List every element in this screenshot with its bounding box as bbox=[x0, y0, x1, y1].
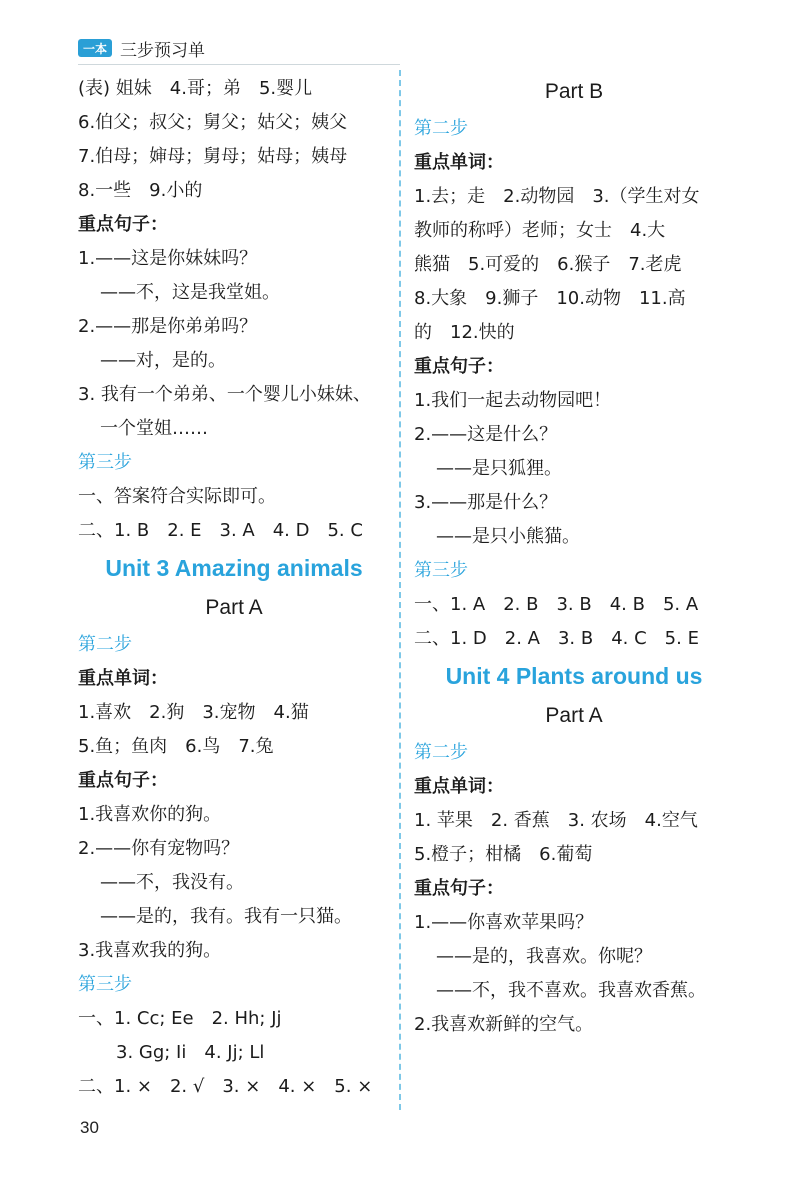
word-line: 的 12.快的 bbox=[414, 322, 515, 343]
answer-line: 一、1. A 2. B 3. B 4. B 5. A bbox=[414, 594, 699, 615]
book-logo: 一本 bbox=[78, 39, 112, 57]
key-sentences-heading: 重点句子： bbox=[414, 878, 504, 899]
word-line: 熊猫 5.可爱的 6.猴子 7.老虎 bbox=[414, 254, 682, 275]
unit-title: Unit 4 Plants around us bbox=[445, 663, 703, 689]
unit-title: Unit 3 Amazing animals bbox=[105, 555, 363, 581]
answer-line: 7.伯母；婶母；舅母；姑母；姨母 bbox=[78, 146, 348, 167]
word-line: 教师的称呼）老师；女士 4.大 bbox=[414, 220, 666, 241]
book-title: 三步预习单 bbox=[120, 40, 205, 61]
sentence-line: 1.——这是你妹妹吗？ bbox=[78, 248, 258, 269]
step-three-heading: 第三步 bbox=[78, 974, 132, 995]
page-number: 30 bbox=[80, 1118, 99, 1137]
answer-line: 二、1. B 2. E 3. A 4. D 5. C bbox=[78, 520, 363, 541]
key-words-heading: 重点单词： bbox=[414, 776, 504, 797]
step-two-heading: 第二步 bbox=[78, 634, 132, 655]
part-title: Part A bbox=[545, 704, 603, 727]
sentence-line: 一个堂姐…… bbox=[100, 418, 208, 439]
word-line: 8.大象 9.狮子 10.动物 11.高 bbox=[414, 288, 686, 309]
page-header bbox=[78, 36, 205, 60]
sentence-line: ——是的，我喜欢。你呢？ bbox=[436, 946, 652, 967]
sentence-line: 3.我喜欢我的狗。 bbox=[78, 940, 222, 961]
sentence-line: 3. 我有一个弟弟、一个婴儿小妹妹、 bbox=[78, 384, 371, 405]
sentence-line: ——是的，我有。我有一只猫。 bbox=[100, 906, 352, 927]
sentence-line: ——对，是的。 bbox=[100, 350, 226, 371]
sentence-line: 2.——这是什么？ bbox=[414, 424, 558, 445]
word-line: 5.橙子；柑橘 6.葡萄 bbox=[414, 844, 593, 865]
left-column bbox=[78, 72, 390, 1104]
step-two-heading: 第二步 bbox=[414, 118, 468, 139]
sentence-line: 1.我们一起去动物园吧！ bbox=[414, 390, 612, 411]
sentence-line: 2.我喜欢新鲜的空气。 bbox=[414, 1014, 594, 1035]
word-line: 1.去；走 2.动物园 3.（学生对女 bbox=[414, 186, 700, 207]
column-divider bbox=[399, 70, 401, 1110]
key-sentences-heading: 重点句子： bbox=[414, 356, 504, 377]
answer-line: 一、答案符合实际即可。 bbox=[78, 486, 276, 507]
step-three-heading: 第三步 bbox=[414, 560, 468, 581]
right-column bbox=[414, 72, 734, 1042]
answer-line: 3. Gg; Ii 4. Jj; Ll bbox=[116, 1042, 265, 1063]
sentence-line: ——不，我没有。 bbox=[100, 872, 244, 893]
word-line: 1. 苹果 2. 香蕉 3. 农场 4.空气 bbox=[414, 810, 698, 831]
answer-line: 一、1. Cc; Ee 2. Hh; Jj bbox=[78, 1008, 282, 1029]
word-line: 5.鱼；鱼肉 6.鸟 7.兔 bbox=[78, 736, 274, 757]
sentence-line: 2.——你有宠物吗？ bbox=[78, 838, 240, 859]
sentence-line: 1.——你喜欢苹果吗？ bbox=[414, 912, 594, 933]
part-title: Part B bbox=[544, 80, 604, 103]
key-sentences-heading: 重点句子： bbox=[78, 770, 168, 791]
sentence-line: ——不，我不喜欢。我喜欢香蕉。 bbox=[436, 980, 706, 1001]
header-rule bbox=[78, 64, 400, 65]
sentence-line: ——不，这是我堂姐。 bbox=[100, 282, 280, 303]
answer-line: 二、1. × 2. √ 3. × 4. × 5. × bbox=[78, 1076, 373, 1097]
answer-line: (表) 姐妹 4.哥；弟 5.婴儿 bbox=[78, 78, 313, 99]
answer-line: 8.一些 9.小的 bbox=[78, 180, 203, 201]
key-sentences-heading: 重点句子： bbox=[78, 214, 168, 235]
sentence-line: ——是只小熊猫。 bbox=[436, 526, 580, 547]
step-two-heading: 第二步 bbox=[414, 742, 468, 763]
step-three-heading: 第三步 bbox=[78, 452, 132, 473]
sentence-line: ——是只狐狸。 bbox=[436, 458, 562, 479]
key-words-heading: 重点单词： bbox=[414, 152, 504, 173]
sentence-line: 1.我喜欢你的狗。 bbox=[78, 804, 222, 825]
answer-line: 二、1. D 2. A 3. B 4. C 5. E bbox=[414, 628, 699, 649]
key-words-heading: 重点单词： bbox=[78, 668, 168, 689]
word-line: 1.喜欢 2.狗 3.宠物 4.猫 bbox=[78, 702, 309, 723]
sentence-line: 2.——那是你弟弟吗？ bbox=[78, 316, 258, 337]
answer-line: 6.伯父；叔父；舅父；姑父；姨父 bbox=[78, 112, 348, 133]
sentence-line: 3.——那是什么？ bbox=[414, 492, 558, 513]
part-title: Part A bbox=[205, 596, 263, 619]
